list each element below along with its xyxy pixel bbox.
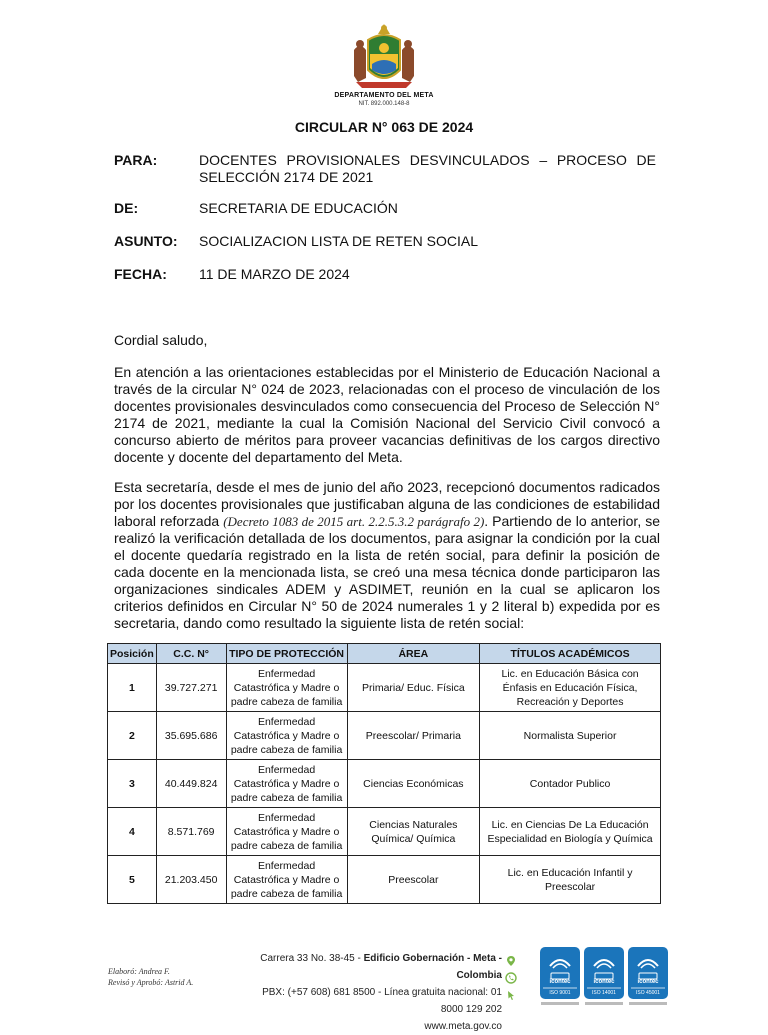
reten-social-table xyxy=(107,643,661,904)
cell-titulos: Lic. en Educación Básica con Énfasis en Educación Física, Recreación y Deportes xyxy=(480,664,661,712)
table-row xyxy=(108,760,661,808)
cell-posicion: 1 xyxy=(108,664,157,712)
field-para xyxy=(114,152,656,186)
field-de xyxy=(114,200,656,217)
reviso-text: Revisó y Aprobó: Astrid A. xyxy=(108,978,194,987)
circular-title: CIRCULAR N° 063 DE 2024 xyxy=(294,119,474,135)
elaboro-text: Elaboró: Andrea F. xyxy=(108,967,170,976)
cell-posicion: 5 xyxy=(108,856,157,904)
footer-address xyxy=(238,950,502,984)
department-nit: NIT. 892.000.148-8 xyxy=(358,101,410,107)
cell-cc: 39.727.271 xyxy=(156,664,226,712)
cell-posicion: 2 xyxy=(108,712,157,760)
greeting: Cordial saludo, xyxy=(114,332,208,348)
field-value: 11 DE MARZO DE 2024 xyxy=(199,266,350,282)
address-bold: Edificio Gobernación - Meta - Colombia xyxy=(363,953,502,981)
col-header-titulos: TÍTULOS ACADÉMICOS xyxy=(480,644,661,664)
table-header-row xyxy=(108,644,661,664)
phone-icon xyxy=(505,972,517,984)
paragraph-2 xyxy=(114,479,660,632)
cell-area: Ciencias Naturales Química/ Química xyxy=(347,808,480,856)
address-plain: Carrera 33 No. 38-45 - xyxy=(260,953,364,964)
cert-iso-label: ISO 9001 xyxy=(549,990,571,996)
cell-area: Preescolar xyxy=(347,856,480,904)
field-value: SECRETARIA DE EDUCACIÓN xyxy=(199,200,398,216)
cert-iso-label: ISO 45001 xyxy=(636,990,660,996)
cell-area: Preescolar/ Primaria xyxy=(347,712,480,760)
cell-area: Primaria/ Educ. Física xyxy=(347,664,480,712)
paragraph-2-text: . Partiendo de lo anterior, se realizó la verificación detallada de los documentos, para asignar la condición por la cual el docente quedaría registrado en la lista de retén social, para definir la posición de cada docente en la mencionada lista, se creó una mesa técnica donde participaron las organizaciones sindicales ADEM y ASDIMET, reunión en la cual se aplicaron los criterios definidos en Circular N° 50 de 2024 numerales 1 y 2 literal b) expedida por es secretaria, dando como resultado la siguiente lista de retén social: xyxy=(114,513,661,631)
field-label: FECHA: xyxy=(114,266,167,282)
field-value: DOCENTES PROVISIONALES DESVINCULADOS – PROCESO DE SELECCIÓN 2174 DE 2021 xyxy=(199,152,656,185)
footer-signatures xyxy=(108,966,193,988)
cell-tipo: Enfermedad Catastrófica y Madre o padre cabeza de familia xyxy=(226,712,347,760)
cert-brand-label: icontec xyxy=(593,979,615,985)
cell-titulos: Lic. en Ciencias De La Educación Especialidad en Biología y Química xyxy=(480,808,661,856)
table-row xyxy=(108,664,661,712)
icontec-iso-14001-badge xyxy=(583,946,625,1008)
col-header-area: ÁREA xyxy=(347,644,480,664)
cert-iso-label: ISO 14001 xyxy=(592,990,616,996)
field-label: DE: xyxy=(114,200,139,216)
cell-titulos: Normalista Superior xyxy=(480,712,661,760)
cell-cc: 8.571.769 xyxy=(156,808,226,856)
decree-citation: (Decreto 1083 de 2015 art. 2.2.5.3.2 parágrafo 2) xyxy=(223,514,485,529)
cell-area: Ciencias Económicas xyxy=(347,760,480,808)
cell-tipo: Enfermedad Catastrófica y Madre o padre cabeza de familia xyxy=(226,808,347,856)
col-header-cc: C.C. N° xyxy=(156,644,226,664)
field-fecha xyxy=(114,266,656,283)
field-value: SOCIALIZACION LISTA DE RETEN SOCIAL xyxy=(199,233,479,249)
table-row xyxy=(108,808,661,856)
field-label: PARA: xyxy=(114,152,158,168)
paragraph-1: En atención a las orientaciones establecidas por el Ministerio de Educación Nacional a través de la circular N° 024 de 2023, relacionadas con el proceso de vinculación de los docentes provisionales desvinculados como consecuencia del Proceso de Selección N° 2174 de 2021, mediante la cual la Comisión Nacional del Servicio Civil convocó a concurso abierto de méritos para proveer vacancias definitivas de los cargos directivo docente y docente del departamento del Meta. xyxy=(114,364,660,465)
cell-titulos: Contador Publico xyxy=(480,760,661,808)
cell-cc: 40.449.824 xyxy=(156,760,226,808)
col-header-tipo: TIPO DE PROTECCIÓN xyxy=(226,644,347,664)
cursor-click-icon xyxy=(505,989,517,1001)
cell-posicion: 3 xyxy=(108,760,157,808)
table-row xyxy=(108,712,661,760)
icontec-iso-9001-badge xyxy=(539,946,581,1008)
cell-posicion: 4 xyxy=(108,808,157,856)
footer-address-block xyxy=(238,950,502,1035)
department-name: DEPARTAMENTO DEL META xyxy=(334,92,434,99)
footer-web[interactable]: www.meta.gov.co xyxy=(424,1021,502,1032)
footer-phone: PBX: (+57 608) 681 8500 - Línea gratuita nacional: 01 8000 129 202 xyxy=(262,987,502,1015)
table-row xyxy=(108,856,661,904)
icontec-iso-45001-badge xyxy=(627,946,669,1008)
cell-cc: 21.203.450 xyxy=(156,856,226,904)
cert-brand-label: icontec xyxy=(549,979,571,985)
cell-tipo: Enfermedad Catastrófica y Madre o padre cabeza de familia xyxy=(226,760,347,808)
field-asunto xyxy=(114,233,656,250)
cell-cc: 35.695.686 xyxy=(156,712,226,760)
cell-tipo: Enfermedad Catastrófica y Madre o padre cabeza de familia xyxy=(226,664,347,712)
paragraph-2-text: Esta secretaría, desde el mes de junio del año 2023, recepcionó documentos radicados por los docentes provisionales que justificaban alguna de las condiciones de estabilidad laboral reforzada xyxy=(114,479,660,529)
cell-titulos: Lic. en Educación Infantil y Preescolar xyxy=(480,856,661,904)
cert-brand-label: icontec xyxy=(637,979,659,985)
location-pin-icon xyxy=(505,955,517,967)
cell-tipo: Enfermedad Catastrófica y Madre o padre cabeza de familia xyxy=(226,856,347,904)
col-header-posicion: Posición xyxy=(108,644,157,664)
field-label: ASUNTO: xyxy=(114,233,178,249)
